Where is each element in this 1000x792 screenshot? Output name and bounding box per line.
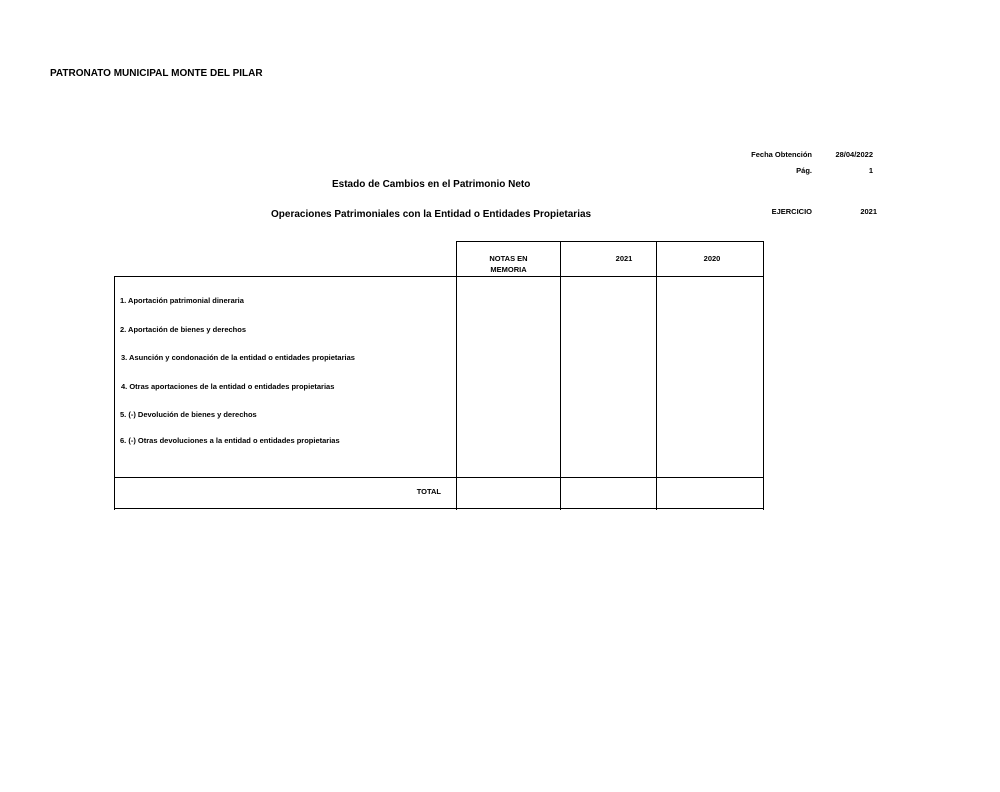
- grid-line-2021-left: [560, 241, 561, 510]
- total-label: TOTAL: [416, 487, 441, 496]
- ejercicio-value: 2021: [860, 207, 877, 216]
- table-row-label: 5. (-) Devolución de bienes y derechos: [120, 410, 257, 419]
- page-value: 1: [868, 166, 873, 175]
- column-header-notas-line1: NOTAS EN: [489, 254, 528, 263]
- grid-line-right: [763, 241, 764, 510]
- grid-line-header-top: [456, 241, 764, 242]
- grid-line-total-top: [114, 477, 764, 478]
- ejercicio-label: EJERCICIO: [771, 207, 812, 216]
- fecha-value: 28/04/2022: [835, 150, 873, 159]
- column-header-notas-line2: MEMORIA: [490, 265, 527, 274]
- grid-line-header-bottom: [114, 276, 764, 277]
- table-row-label: 1. Aportación patrimonial dineraria: [120, 296, 244, 305]
- page-label: Pág.: [796, 166, 812, 175]
- table-row-label: 2. Aportación de bienes y derechos: [120, 325, 247, 334]
- grid-line-notas-left: [456, 241, 457, 510]
- grid-line-left: [114, 276, 115, 510]
- column-header-2020: 2020: [703, 254, 721, 263]
- column-header-2021: 2021: [615, 254, 633, 263]
- report-title: Estado de Cambios en el Patrimonio Neto: [332, 179, 531, 190]
- table-row-label: 4. Otras aportaciones de la entidad o entidades propietarias: [121, 382, 335, 391]
- fecha-label: Fecha Obtención: [751, 150, 812, 159]
- table-row-label: 6. (-) Otras devoluciones a la entidad o entidades propietarias: [120, 436, 340, 445]
- grid-line-bottom: [114, 508, 764, 509]
- grid-line-2020-left: [656, 241, 657, 510]
- column-header-notas: [457, 253, 560, 275]
- report-subtitle: Operaciones Patrimoniales con la Entidad o Entidades Propietarias: [271, 209, 592, 220]
- table-row-label: 3. Asunción y condonación de la entidad o entidades propietarias: [121, 353, 355, 362]
- organization-name: PATRONATO MUNICIPAL MONTE DEL PILAR: [50, 68, 263, 79]
